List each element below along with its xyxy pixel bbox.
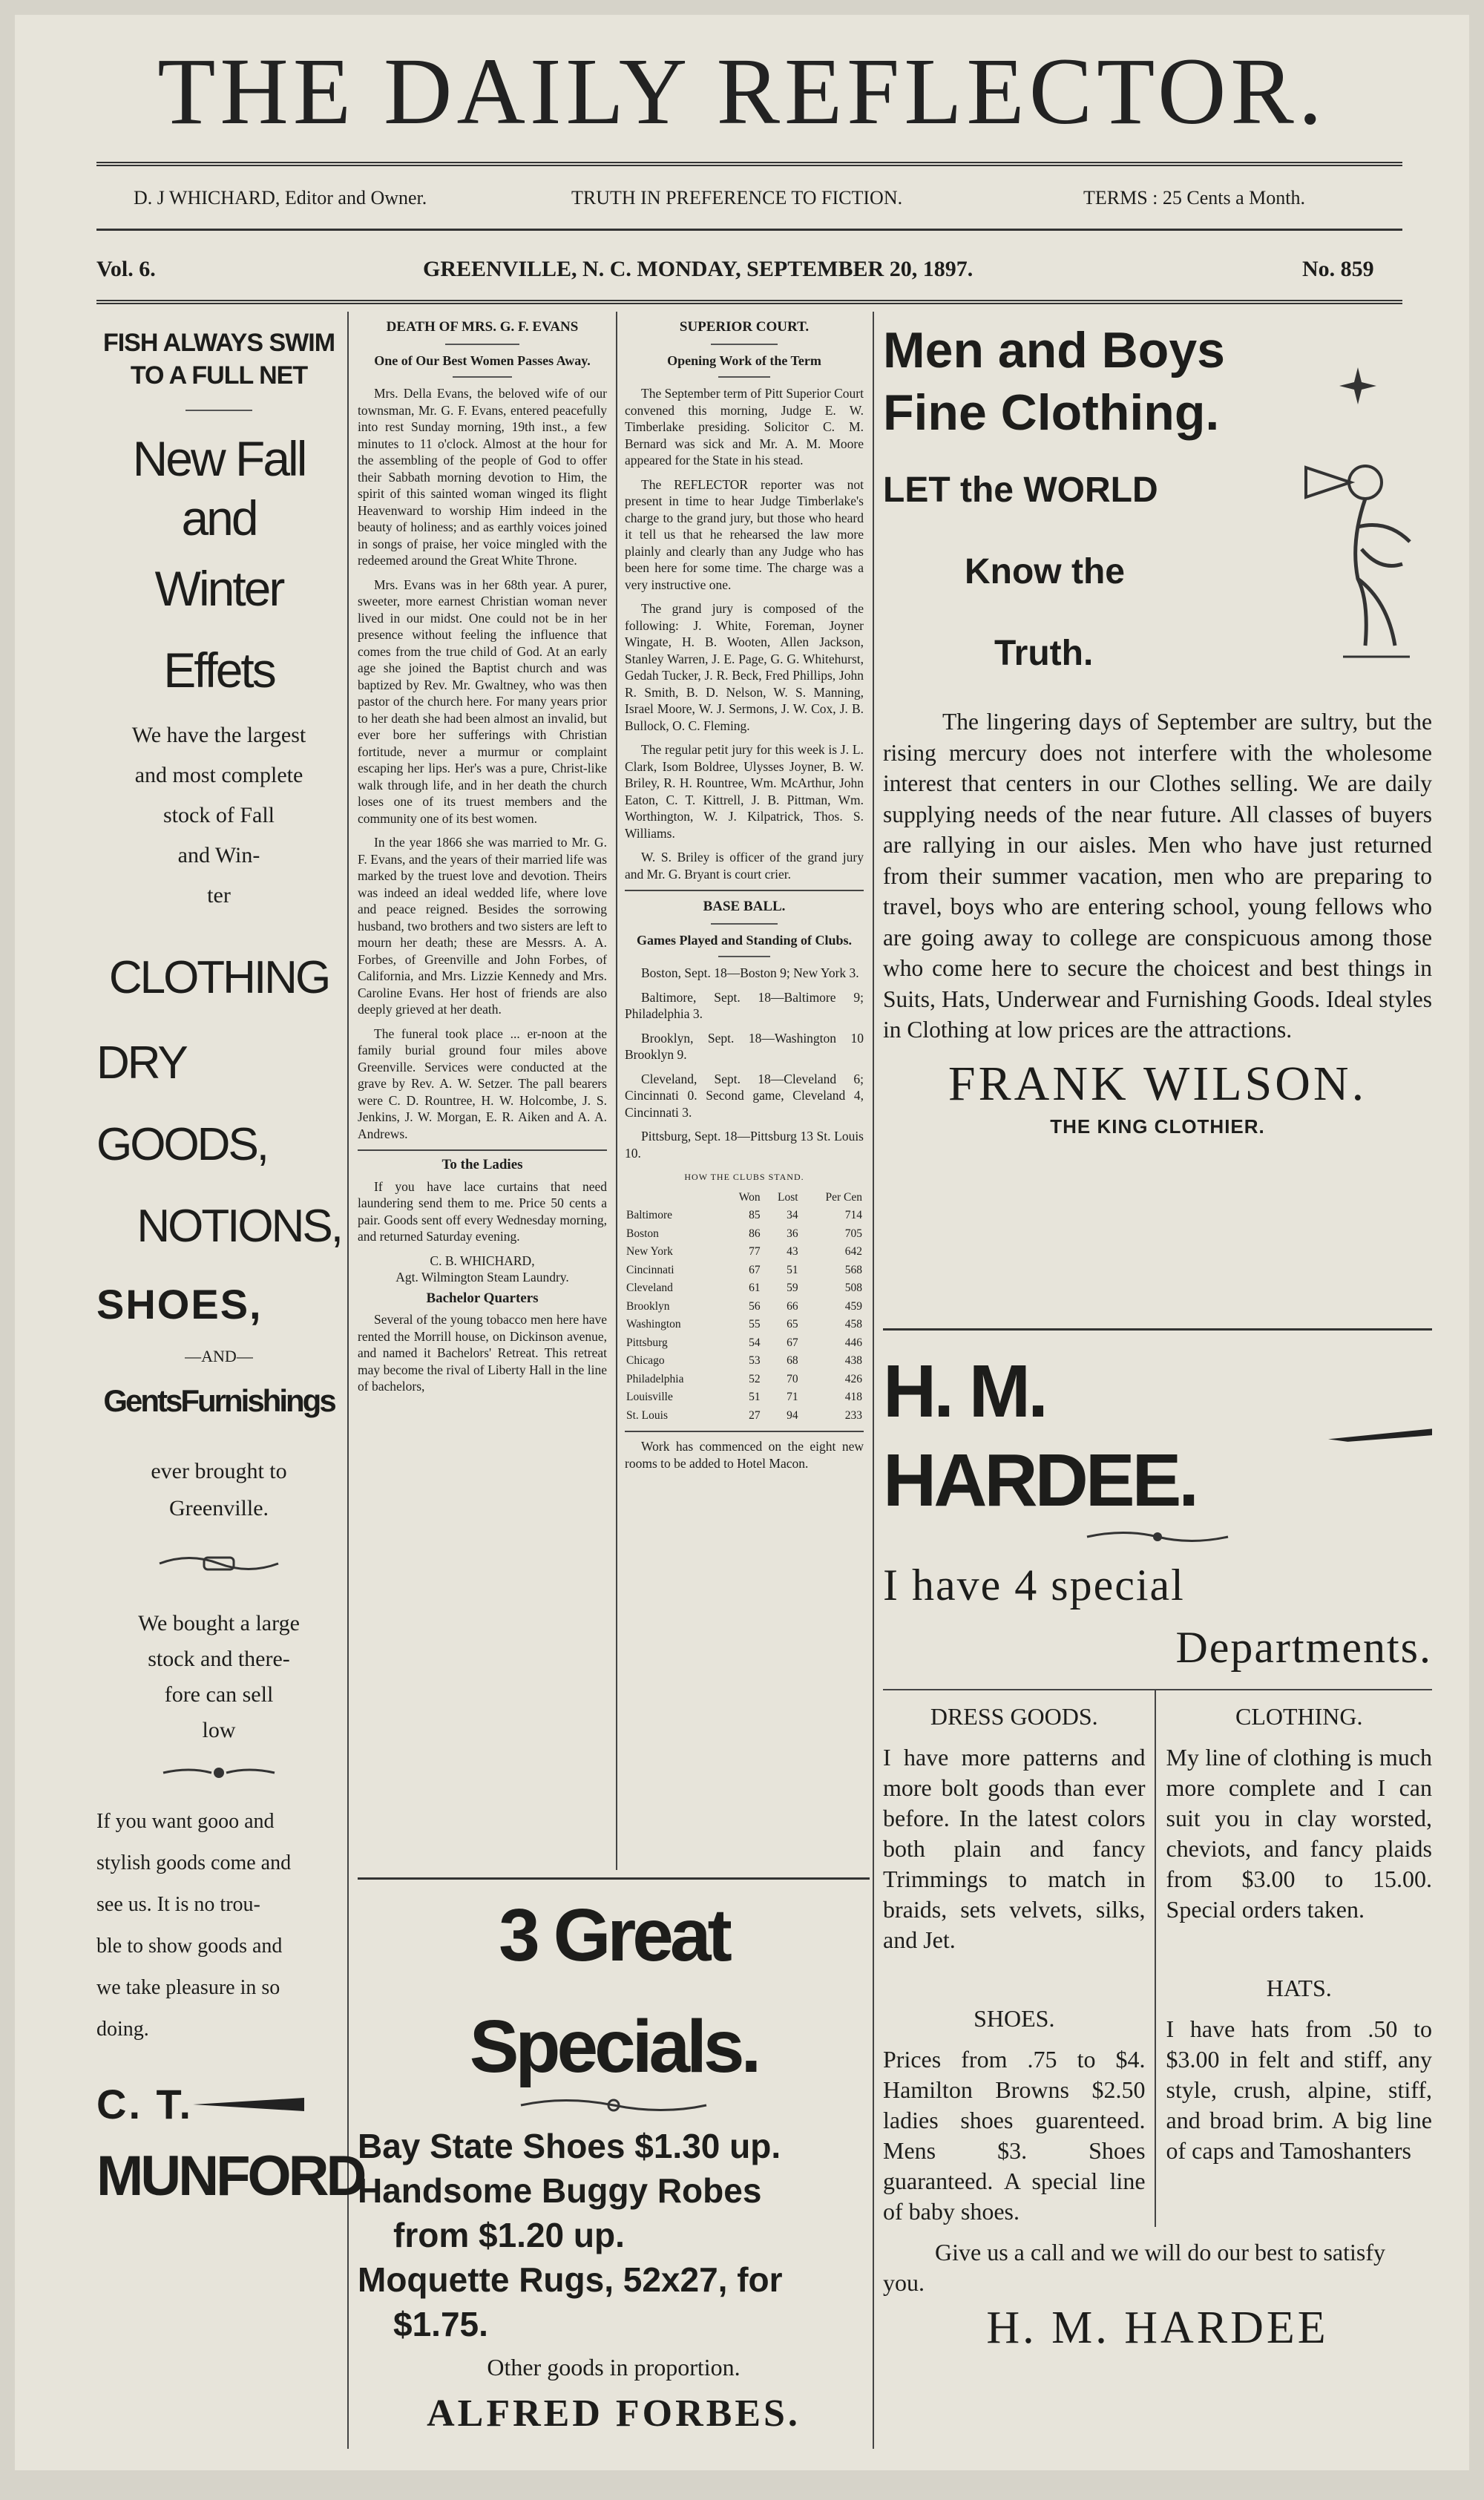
standings-cell: 54 [749,1336,761,1349]
forbes-name: ALFRED FORBES. [427,2392,801,2435]
gents-headline: GentsFurnishings [103,1383,335,1418]
ladies-title: To the Ladies [441,1157,523,1172]
evans-paragraph: Mrs. Evans was in her 68th year. A purer, sweeter, more earnest Christian woman never lived in our midst. One could not be in her presence without feeling the influence that comes from the true child of God. At an early age she joined the Baptist church and was baptized by Rev. Mr. Gwaltney, who was then pastor of the church here. For many years prior to her death she had been almost an invalid, but ever bore her sufferings with Christian fortitude, never a murmur or complaint escaping her lips. Her's was a pure, Christ-like walk through life, and in her death the church loses one of its truest members and the community one of its best women. [358,577,607,826]
evans-paragraph: In the year 1866 she was married to Mr. G. F. Evans, and the years of their married life was marked by the truest love and devotion. Theirs was indeed an ideal wedded life, where love and peace reigned. Besides the sorrowing husband, two brothers and two sisters are left to mourn her death; these are Messrs. A. A. Forbes, of Greenville and John Forbes, of California, and Mrs. Lizzie Kennedy and Mrs. Caroline Evans. Her host of friends are also deeply grieved at her death. [358,835,607,1017]
court-paragraph: The grand jury is composed of the following: J. White, Foreman, Joyner Wingate, H. B. Wooten, Allen Jackson, Stanley Warren, J. E. Page, G. G. Whitehurst, Gedah Tucker, J. R. Beck, Fred Phillips, John R. Smith, B. D. Nelson, W. S. Manning, Israel Moore, W. J. Sermons, J. W. Cox, J. B. Bullock, O. C. Fleming. [625,601,864,733]
clothing-text: My line of clothing is much more complete and I can suit you in clay worsted, cheviots, and fancy plaids from $3.00 to 15.00. Special orders taken. [1166,1744,1432,1923]
ornament-star-icon [96,1762,341,1788]
hardee-name: H. M. HARDEE. [883,1350,1197,1522]
clothing-section [1156,1690,1432,2227]
forbes-other: Other goods in proportion. [487,2354,741,2381]
standings-cell: 418 [844,1391,862,1403]
standings-cell: Chicago [626,1354,665,1367]
wilson-tag: THE KING CLOTHIER. [1050,1115,1265,1138]
standings-cell: Washington [626,1318,681,1331]
standings-cell: 446 [844,1336,862,1349]
table-row [625,1334,864,1353]
goods-line: see us. It is no trou- [96,1893,260,1916]
standings-cell: 55 [749,1318,761,1331]
evans-paragraph: Mrs. Della Evans, the beloved wife of our townsman, Mr. G. F. Evans, entered peacefully into rest Sunday morning, 19th inst., a few minutes to 11 o'clock. Almost at the hour for the assembling of the people of God to offer their Sabbath morning devotion to Him, the spirit of this sainted woman winged its flight Heavenward to worship Him indeed in the beauty of holiness; and as earthly voices joined in songs of praise, her voice mingled with the redeemed around the Great White Throne. [358,386,607,568]
standings-cell: 59 [787,1282,798,1294]
bachelor-title: Bachelor Quarters [426,1290,539,1306]
evans-subtitle: One of Our Best Women Passes Away. [374,352,591,368]
arrow-icon [1328,1425,1432,1447]
evans-paragraph: The funeral took place ... er-noon at the family burial ground four miles above Greenville. Services were conducted at the grave by Rev. A. W. Setzer. The pall bearers were C. D. Rountree, H. W. Holcombe, J. S. Jenkins, J. W. Morgan, E. R. Aiken and A. A. Andrews. [358,1026,607,1141]
hardee-closing: Give us a call and we will do our best to satisfy you. [883,2239,1385,2296]
masthead-rule-mid [96,229,1402,231]
standings-cell: 43 [787,1245,798,1258]
standings-header-row [625,1189,864,1207]
table-row [625,1262,864,1280]
standings-cell: 66 [787,1299,798,1313]
baseball-subtitle: Games Played and Standing of Clubs. [636,932,853,948]
court-article [625,319,864,1479]
notions-headline: NOTIONS, [137,1201,341,1252]
goods-line: If you want gooo and [96,1810,275,1833]
game-result: Pittsburg, Sept. 18—Pittsburg 13 St. Louis 10. [625,1129,864,1161]
specials-line: Departments. [1175,1623,1432,1672]
issue-number: No. 859 [1302,257,1374,281]
table-row [625,1243,864,1262]
divider [186,410,252,411]
table-row [625,1225,864,1244]
table-row [625,1298,864,1316]
standings-cell: 459 [844,1299,862,1313]
court-paragraph: W. S. Briley is officer of the grand jury and Mr. G. Bryant is court crier. [625,850,864,882]
goods-line: ble to show goods and [96,1935,283,1958]
hats-title: HATS. [1266,1975,1332,2001]
and-line: —AND— [185,1347,253,1365]
court-paragraph: The regular petit jury for this week is J. L. Clark, Isom Boldree, Ulysses Joyner, B. W. Briley, R. H. Rountree, Wm. McArthur, John Eaton, C. T. Kittrell, J. B. Pittman, Wm. Worthington, W. J. Kilpatrick, Thos. S. Williams. [625,742,864,841]
table-row [625,1207,864,1225]
munford-name: MUNFORD [96,2145,364,2208]
column-divider [347,312,349,2449]
ladies-signature-agent: Agt. Wilmington Steam Laundry. [395,1270,569,1285]
standings-cell: 61 [749,1282,761,1294]
standings-cell: Baltimore [626,1209,672,1221]
masthead-rule-bottom [96,300,1402,304]
let-line: LET the WORLD [883,470,1158,510]
standings-cell: 86 [749,1227,761,1240]
ladies-text: If you have lace curtains that need laundering send them to me. Price 50 cents a pair. Goods sent off every Wednesday morning, and returned Saturday evening. [358,1178,607,1244]
divider [358,1149,607,1151]
standings-cell: 53 [749,1354,761,1367]
new-fall-headline: New Fall and [132,431,306,545]
bought-line: stock and there- [148,1647,290,1671]
wilson-text: The lingering days of September are sultry, but the rising mercury does not interfere with the wholesome interest that centers in our Clothes selling. We are daily supplying needs of the near future. All classes of buyers are rallying in our aisles. Men who have just returned from their summer vacation, men who are preparing to travel, boys who are entering school, young fellows who are going away to college are conspicuous among those who come here to secure the choicest and best things in Suits, Hats, Underwear and Furnishing Goods. Ideal styles in Clothing at low prices are the attractions. [883,709,1432,1043]
standings-header [625,1189,723,1207]
dry-goods-headline: DRY GOODS, [96,1037,268,1170]
wilson-advertisement [883,319,1432,1138]
standings-cell: Boston [626,1227,659,1240]
bought-line: We bought a large [138,1611,300,1636]
divider [883,1328,1432,1331]
standings-cell: 52 [749,1372,761,1385]
standings-header: Won [738,1190,761,1204]
forbes-line: $1.75. [393,2305,488,2343]
column-divider [616,312,617,1870]
evans-title: DEATH OF MRS. G. F. EVANS [386,319,579,335]
newspaper-page [15,15,1469,2470]
court-subtitle: Opening Work of the Term [667,352,821,368]
standings-cell: Philadelphia [626,1372,684,1385]
arrow-icon [193,2093,304,2116]
motto: TRUTH IN PREFERENCE TO FICTION. [571,187,903,209]
standings-cell: New York [626,1245,673,1258]
standings-cell: 51 [749,1391,761,1403]
court-title: SUPERIOR COURT. [679,319,810,335]
standings-cell: 458 [844,1318,862,1331]
standings-cell: 233 [844,1408,862,1422]
standings-cell: St. Louis [626,1408,668,1422]
wilson-name: FRANK WILSON. [948,1056,1368,1111]
forbes-line: Moquette Rugs, 52x27, for [358,2260,783,2299]
column-divider [873,312,874,2449]
standings-cell: Pittsburg [626,1336,668,1349]
let-line: Know the [965,552,1125,591]
game-result: Boston, Sept. 18—Boston 9; New York 3. [641,965,859,980]
standings-table [625,1189,864,1425]
divider [711,923,778,925]
goods-line: we take pleasure in so [96,1976,280,1999]
ladies-signature: C. B. WHICHARD, [430,1253,535,1268]
table-row [625,1407,864,1425]
intro-line: stock of Fall [163,803,275,827]
table-row [625,1388,864,1407]
game-result: Cleveland, Sept. 18—Cleveland 6; Cincinnati 0. Second game, Cleveland 4, Cincinnati 3. [625,1071,864,1120]
goods-line: doing. [96,2018,149,2041]
divider [625,890,864,891]
table-row [625,1316,864,1334]
table-row [625,1352,864,1371]
standings-cell: 705 [844,1227,862,1240]
ct-initials: C. T. [96,2081,194,2127]
standings-cell: 508 [844,1282,862,1294]
standings-title: HOW THE CLUBS STAND. [684,1172,804,1182]
ornament-icon [883,1525,1432,1551]
hats-text: I have hats from .50 to $3.00 in felt and stiff, any style, crush, alpine, stiff, and broad brim. A big line of caps and Tamoshanters [1166,2015,1432,2164]
intro-line: We have the largest [131,723,306,747]
standings-cell: 70 [787,1372,798,1385]
evans-article [358,319,607,1402]
standings-header: Per Cen [825,1190,862,1204]
shoes-headline: SHOES, [96,1281,263,1328]
dress-title: DRESS GOODS. [930,1703,1098,1730]
bought-line: low [202,1718,236,1742]
standings-cell: 94 [787,1408,798,1422]
forbes-title: 3 Great Specials. [469,1894,758,2088]
let-line: Truth. [994,634,1094,673]
hardee-advertisement [883,1347,1432,2358]
game-result: Brooklyn, Sept. 18—Washington 10 Brooklyn 9. [625,1030,864,1062]
table-row [625,1279,864,1298]
standings-cell: 714 [844,1209,862,1221]
intro-line: and most complete [134,763,303,787]
standings-cell: 65 [787,1318,798,1331]
standings-header: Lost [778,1190,798,1204]
masthead-title: THE DAILY REFLECTOR. [157,39,1327,144]
hotel-note: Work has commenced on the eight new rooms to be added to Hotel Macon. [625,1439,864,1471]
star-ornament-icon [1336,364,1380,411]
standings-cell: 27 [749,1408,761,1422]
standings-cell: 71 [787,1391,798,1403]
editor-line: D. J WHICHARD, Editor and Owner. [134,187,427,209]
court-paragraph: The REFLECTOR reporter was not present in time to hear Judge Timberlake's charge to the grand jury, but those who heard it tell us that he rehearsed the law more plainly and clearly than any Judge who has been here for some time. The charge was a very instructive one. [625,476,864,592]
standings-cell: 67 [749,1263,761,1276]
ornament-icon [96,1552,341,1581]
bought-line: fore can sell [164,1682,274,1707]
dress-goods-section [883,1690,1156,2227]
goods-line: stylish goods come and [96,1851,292,1874]
munford-intro [96,715,341,916]
divider [718,376,770,378]
standings-cell: 642 [844,1245,862,1258]
volume: Vol. 6. [96,257,156,281]
intro-line: and Win- [177,843,260,867]
hardee-specials [883,1554,1432,1679]
divider [711,344,778,345]
wilson-title-line: Men and Boys [883,322,1225,378]
court-paragraph: The September term of Pitt Superior Court convened this morning, Judge E. W. Timberlake presiding. Solicitor C. M. Bernard was sick and Mr. A. M. Moore appeared for the State in his stead. [625,386,864,467]
ever-text [96,1453,341,1527]
ct-line [96,2080,341,2128]
specials-line: I have 4 special [883,1561,1185,1610]
divider [445,344,519,345]
divider [718,956,770,957]
ever-line: ever brought to [151,1459,287,1483]
game-result: Baltimore, Sept. 18—Baltimore 9; Philadelphia 3. [625,989,864,1021]
intro-line: ter [207,883,231,908]
forbes-line: from $1.20 up. [393,2216,625,2254]
terms: TERMS : 25 Cents a Month. [1083,187,1306,209]
standings-cell: 36 [787,1227,798,1240]
hardee-header [883,1347,1432,1525]
dateline: GREENVILLE, N. C. MONDAY, SEPTEMBER 20, 1897. [423,257,974,281]
standings-cell: 85 [749,1209,761,1221]
standings-cell: 67 [787,1336,798,1349]
standings-cell: Brooklyn [626,1299,670,1313]
standings-cell: 426 [844,1372,862,1385]
standings-cell: 51 [787,1263,798,1276]
standings-cell: Louisville [626,1391,673,1403]
herald-trumpeter-icon [1298,453,1425,671]
bought-text [96,1606,341,1748]
goods-text [96,1801,341,2050]
forbes-line-robes [358,2168,870,2213]
baseball-title: BASE BALL. [703,899,786,914]
forbes-line: Bay State Shoes $1.30 up. [358,2127,781,2165]
clothing-title: CLOTHING. [1235,1703,1363,1730]
wilson-title-line: Fine Clothing. [883,384,1220,441]
munford-advertisement [96,327,364,2217]
shoes-text: Prices from .75 to $4. Hamilton Browns $2.50 ladies shoes guarenteed. Mens $3. Shoes guaranteed. A special line of baby shoes. [883,2046,1146,2225]
forbes-line: Handsome Buggy Robes [358,2171,762,2210]
divider [453,376,512,378]
forbes-advertisement [358,1877,870,2440]
clothing-headline: CLOTHING [108,952,329,1003]
table-row [625,1371,864,1389]
standings-cell: Cincinnati [626,1263,674,1276]
standings-cell: 34 [787,1209,798,1221]
standings-cell: 77 [749,1245,761,1258]
standings-cell: Cleveland [626,1282,673,1294]
ever-line: Greenville. [168,1496,269,1520]
bachelor-text: Several of the young tobacco men here have rented the Morrill house, on Dickinson avenue, and named it Bachelors' Retreat. This retreat may become the rival of Liberty Hall in the line of bachelors, [358,1312,607,1394]
standings-cell: 568 [844,1263,862,1276]
divider [625,1431,864,1432]
hardee-signature: H. M. HARDEE [986,2303,1329,2353]
fish-headline: FISH ALWAYS SWIM TO A FULL NET [102,329,335,390]
masthead-rule-top [96,162,1402,166]
shoes-title: SHOES. [974,2005,1055,2032]
standings-cell: 68 [787,1354,798,1367]
winter-headline: Winter Effets [154,561,283,698]
standings-cell: 438 [844,1354,862,1367]
standings-cell: 56 [749,1299,761,1313]
dress-text: I have more patterns and more bolt goods than ever before. In the latest colors both plain and fancy Trimmings to match in braids, sets velvets, silks, and Jet. [883,1744,1146,1953]
